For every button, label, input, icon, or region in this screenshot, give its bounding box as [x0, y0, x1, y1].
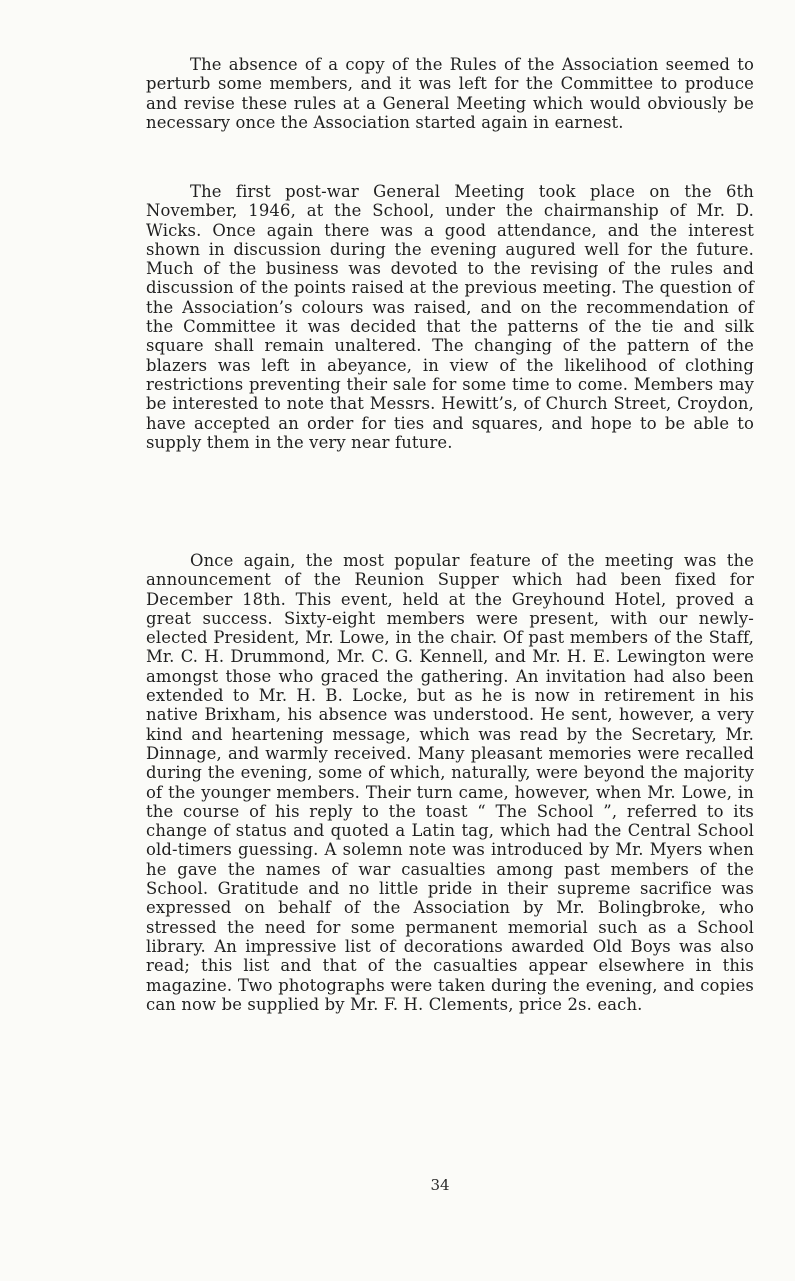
paragraph-general-meeting [146, 182, 754, 452]
page-number: 34 [430, 1176, 450, 1194]
paragraph-text: Once again, the most popular feature of the meeting was the announcement of the Reunion Supper which had been fixed for December 18th. This event, held at the Greyhound Hotel, proved a great success. Sixty-eight members were present, with our newly-elected President, Mr. Lowe, in the chair. Of past members of the Staff, Mr. C. H. Drummond, Mr. C. G. Kennell, and Mr. H. E. Lewington were amongst those who graced the gathering. An invitation had also been extended to Mr. H. B. Locke, but as he is now in retirement in his native Brixham, his absence was understood. He sent, however, a very kind and heartening message, which was read by the Secretary, Mr. Dinnage, and warmly received. Many pleasant memories were recalled during the evening, some of which, naturally, were beyond the majority of the younger members. Their turn came, however, when Mr. Lowe, in the course of his reply to the toast “ The School ”, referred to its change of status and quoted a Latin tag, which had the Central School old-timers guessing. A solemn note was introduced by Mr. Myers when he gave the names of war casualties among past members of the School. Gratitude and no little pride in their supreme sacrifice was expressed on behalf of the Association by Mr. Bolingbroke, who stressed the need for some permanent memorial such as a School library. An impressive list of decorations awarded Old Boys was also read; this list and that of the casualties appear elsewhere in this magazine. Two photographs were taken during the evening, and copies can now be supplied by Mr. F. H. Clements, price 2s. each. [146, 551, 754, 1014]
paragraph-text: The absence of a copy of the Rules of the Association seemed to perturb some members, and it was left for the Committee to produce and revise these rules at a General Meeting which would obviously be necessary once the Association started again in earnest. [146, 55, 754, 132]
paragraph-reunion-supper [146, 551, 754, 1014]
paragraph-text: The first post-war General Meeting took place on the 6th November, 1946, at the School, under the chairmanship of Mr. D. Wicks. Once again there was a good attendance, and the interest shown in discussion during the evening augured well for the future. Much of the business was devoted to the revising of the rules and discussion of the points raised at the previous meeting. The question of the Association’s colours was raised, and on the recommendation of the Committee it was decided that the patterns of the tie and silk square shall remain unaltered. The changing of the pattern of the blazers was left in abeyance, in view of the likelihood of clothing restrictions preventing their sale for some time to come. Members may be interested to note that Messrs. Hewitt’s, of Church Street, Croydon, have accepted an order for ties and squares, and hope to be able to supply them in the very near future. [146, 182, 754, 452]
paragraph-rules [146, 55, 754, 132]
